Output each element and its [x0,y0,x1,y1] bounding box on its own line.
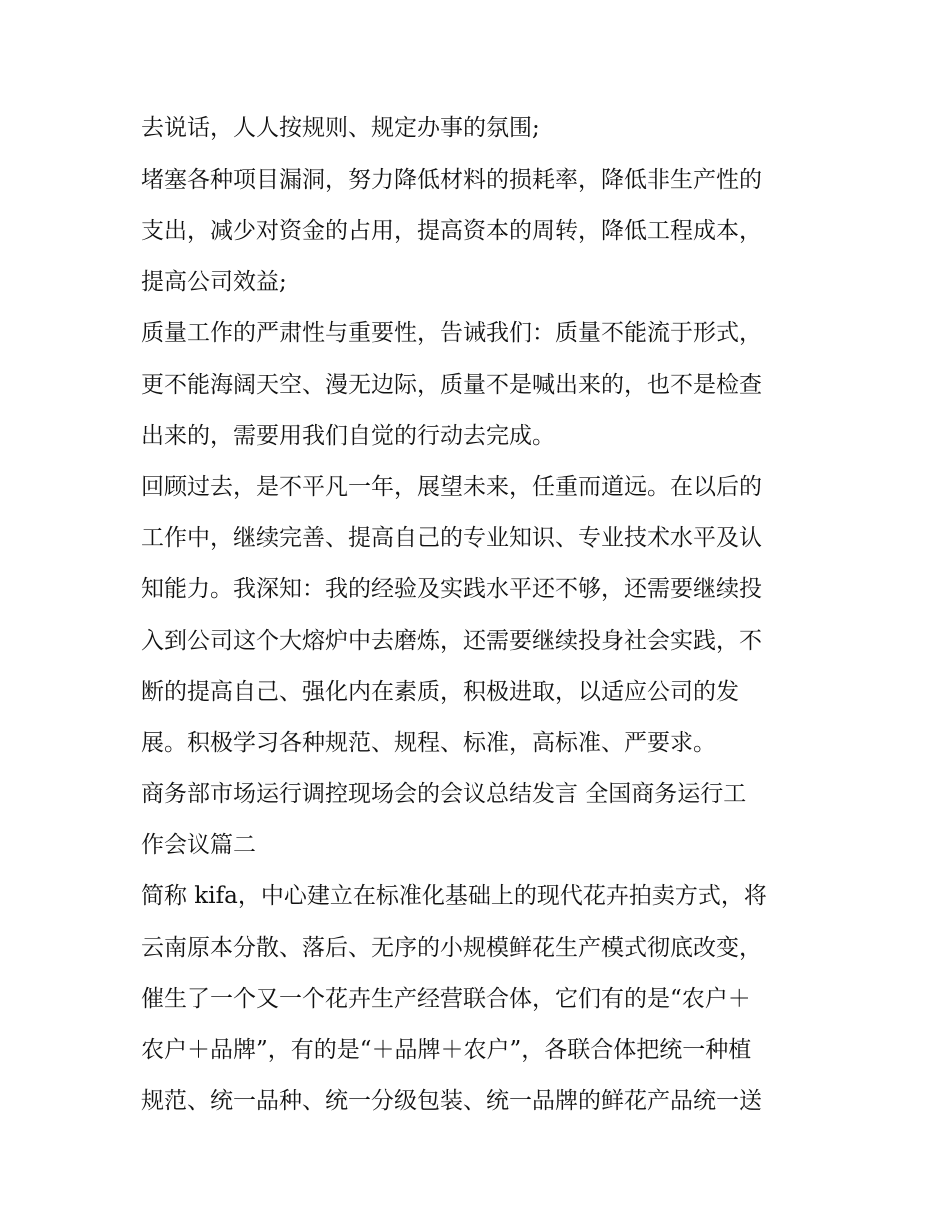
text-line: 回顾过去，是不平凡一年，展望未来，任重而道远。在以后的 [141,474,762,500]
text-line: 提高公司效益; [141,269,287,295]
text-line: 堵塞各种项目漏洞，努力降低材料的损耗率，降低非生产性的 [141,167,762,193]
text-line: 断的提高自己、强化内在素质，积极进取，以适应公司的发 [141,679,739,705]
text-line: 入到公司这个大熔炉中去磨炼，还需要继续投身社会实践，不 [141,628,762,654]
text-line: 催生了一个又一个花卉生产经营联合体，它们有的是“农户＋ [141,986,751,1012]
section-heading-line: 作会议篇二 [141,832,256,858]
text-line: 农户＋品牌”，有的是“＋品牌＋农户”，各联合体把统一种植 [141,1037,752,1063]
text-line: 云南原本分散、落后、无序的小规模鲜花生产模式彻底改变， [141,935,762,961]
text-line: 支出，减少对资金的占用，提高资本的周转，降低工程成本， [141,218,762,244]
text-line: 知能力。我深知：我的经验及实践水平还不够，还需要继续投 [141,576,762,602]
text-line: 展。积极学习各种规范、规程、标准，高标准、严要求。 [141,730,716,756]
text-line: 质量工作的严肃性与重要性，告诫我们：质量不能流于形式， [141,320,762,346]
text-line: 更不能海阔天空、漫无边际，质量不是喊出来的，也不是检查 [141,372,762,398]
text-line: 工作中，继续完善、提高自己的专业知识、专业技术水平及认 [141,525,762,551]
section-heading-line: 商务部市场运行调控现场会的会议总结发言 全国商务运行工 [141,781,747,807]
text-line: 出来的，需要用我们自觉的行动去完成。 [141,423,555,449]
text-line: 规范、统一品种、统一分级包装、统一品牌的鲜花产品统一送 [141,1088,762,1114]
text-line: 简称 kifa，中心建立在标准化基础上的现代花卉拍卖方式，将 [141,883,767,909]
text-line: 去说话，人人按规则、规定办事的氛围; [141,115,540,141]
